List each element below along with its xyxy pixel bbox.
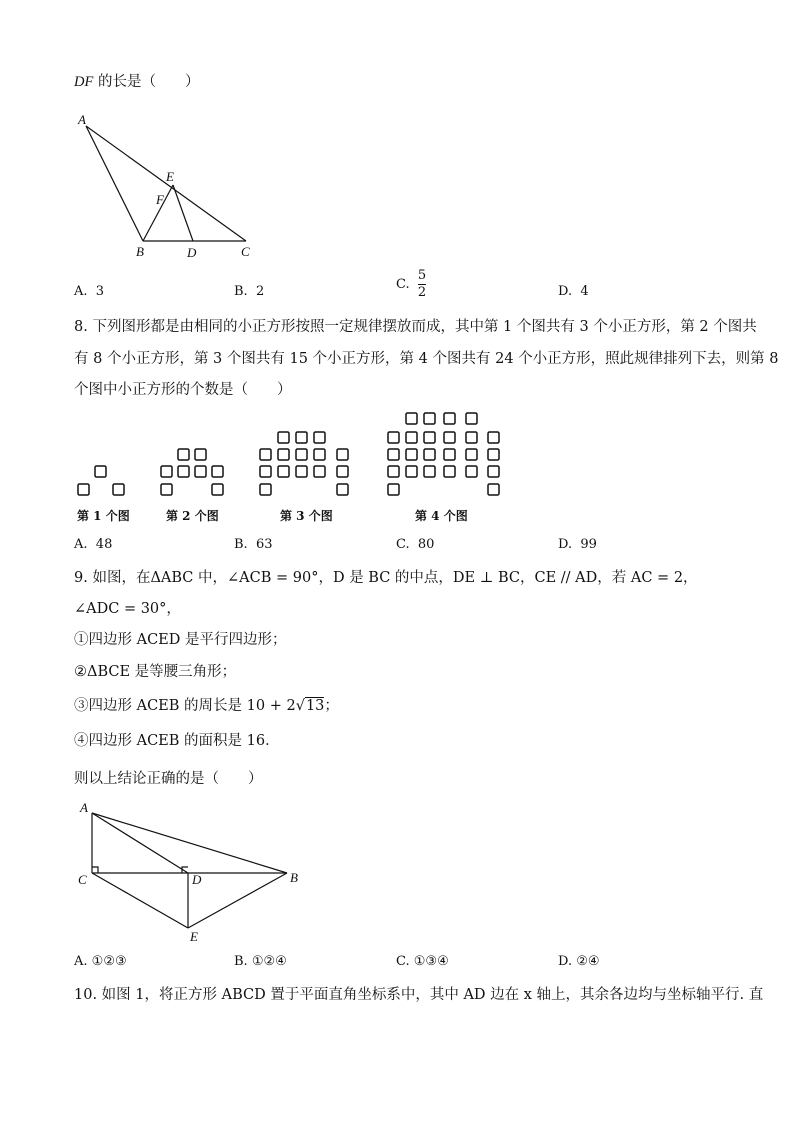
q8-caption-2: 第 2 个图: [166, 509, 219, 523]
q7-label-d: D: [187, 245, 197, 260]
q8-pattern-1: [78, 466, 124, 495]
q9-line-ce: [92, 873, 188, 928]
q7-line-ab: [86, 126, 143, 241]
q8-pattern-3: [260, 432, 348, 495]
q7-option-a: A. 3: [74, 284, 105, 299]
q7-fraction: $\frac{5}{2}$: [417, 268, 427, 300]
q8-pattern-2: [161, 449, 223, 495]
q9-question: 则以上结论正确的是（ ）: [74, 771, 263, 787]
q9-label-c: C: [78, 872, 87, 887]
q8-line-2: 有 8 个小正方形，第 3 个图共有 15 个小正方形，第 4 个图共有 24 个小正方形，照此规律排列下去，则第 8: [74, 351, 779, 367]
q9-right-angle-c: [92, 867, 98, 873]
q7-label-b: B: [136, 244, 144, 259]
q7-triangle-figure: [70, 108, 270, 263]
q9-option-a: A. ①②③: [74, 954, 127, 969]
q8-caption-3: 第 3 个图: [280, 509, 333, 523]
q8-caption-1: 第 1 个图: [77, 509, 130, 523]
q9-line-ad: [92, 813, 188, 873]
q9-line-eb: [188, 873, 287, 928]
q8-option-d: D. 99: [558, 537, 597, 552]
q8-option-a: A. 48: [74, 537, 113, 552]
q7-line-ed: [173, 185, 193, 241]
q9-statement-3: ③四边形 ACEB 的周长是 10 + 2√13；: [74, 698, 339, 714]
q7-label-a: A: [78, 112, 86, 127]
q7-label-c: C: [241, 244, 250, 259]
q9-quadrilateral-figure: [70, 795, 310, 950]
q7-stem-text: 的长是（ ）: [93, 74, 200, 90]
q8-option-c: C. 80: [396, 537, 435, 552]
q8-pattern-4: [388, 413, 499, 495]
q7-option-b: B. 2: [234, 284, 265, 299]
q8-line-1: 8. 下列图形都是由相同的小正方形按照一定规律摆放而成，其中第 1 个图共有 3 个小正方形，第 2 个图共: [74, 319, 757, 335]
q7-label-e: E: [166, 169, 174, 184]
q7-segment-df: DF: [74, 74, 94, 90]
q9-option-b: B. ①②④: [234, 954, 287, 969]
q9-statement-4: ④四边形 ACEB 的面积是 16．: [74, 733, 280, 749]
q9-radicand: 13: [305, 698, 325, 714]
q9-label-b: B: [290, 870, 298, 885]
q8-line-3: 个图中小正方形的个数是（ ）: [74, 382, 292, 398]
q7-option-d: D. 4: [558, 284, 589, 299]
q9-label-a: A: [80, 800, 88, 815]
q9-line-2: ∠ADC = 30°，: [74, 601, 181, 617]
q8-square-patterns: [70, 405, 520, 500]
q9-label-e: E: [190, 929, 198, 944]
q9-line-1: 9. 如图，在ΔABC 中，∠ACB = 90°，D 是 BC 的中点，DE ⊥ BC，CE // AD，若 AC = 2，: [74, 570, 698, 586]
q7-label-f: F: [156, 192, 164, 207]
q8-option-b: B. 63: [234, 537, 273, 552]
q8-caption-4: 第 4 个图: [415, 509, 468, 523]
q9-statement-2: ②ΔBCE 是等腰三角形；: [74, 664, 237, 680]
q9-option-d: D. ②④: [558, 954, 600, 969]
q9-label-d: D: [192, 872, 202, 887]
q9-option-c: C. ①③④: [396, 954, 449, 969]
q9-statement-1: ①四边形 ACED 是平行四边形；: [74, 632, 287, 648]
q7-stem: [74, 73, 199, 91]
q7-option-c: C. $\frac{5}{2}$: [396, 268, 427, 300]
q10-line-1: 10. 如图 1，将正方形 ABCD 置于平面直角坐标系中，其中 AD 边在 x 轴上，其余各边均与坐标轴平行. 直: [74, 987, 764, 1003]
q9-line-ab: [92, 813, 287, 873]
